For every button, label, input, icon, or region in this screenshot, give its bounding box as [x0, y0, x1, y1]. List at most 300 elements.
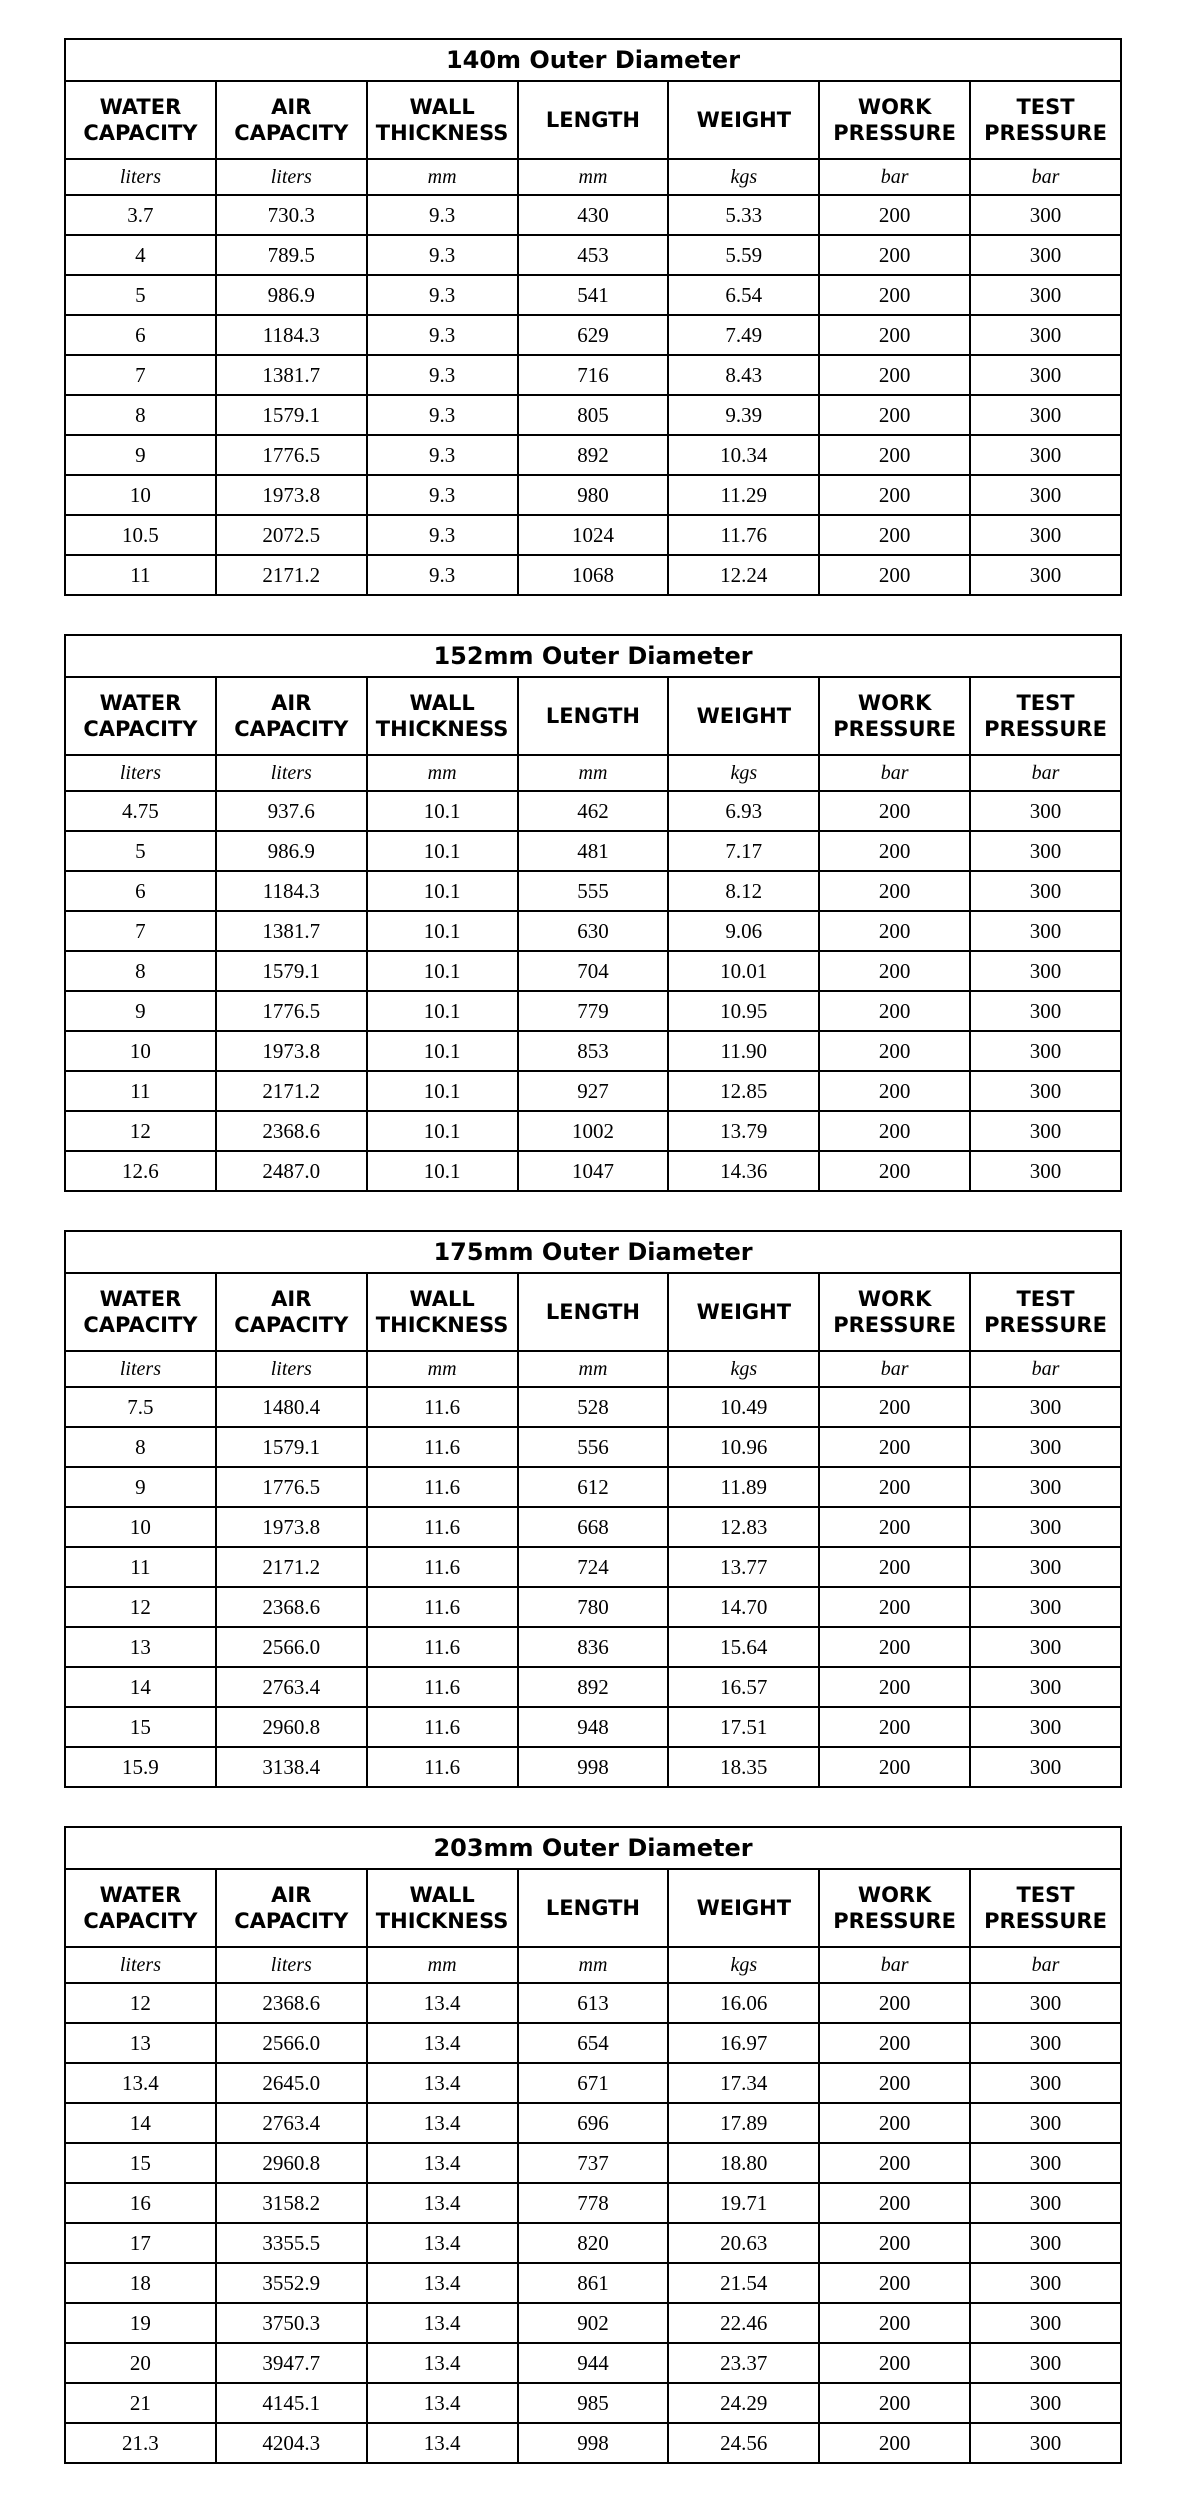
- column-header-line: LENGTH: [545, 1896, 640, 1920]
- column-header-wall-thickness: [367, 81, 518, 159]
- cell-test-pressure: 300: [970, 991, 1121, 1031]
- unit-cell: liters: [65, 1351, 216, 1387]
- cell-length: 892: [518, 435, 669, 475]
- cell-weight: 12.83: [668, 1507, 819, 1547]
- cell-air-capacity: 1184.3: [216, 871, 367, 911]
- cell-water-capacity: 12: [65, 1111, 216, 1151]
- cell-water-capacity: 21.3: [65, 2423, 216, 2463]
- table-row: [65, 1427, 1121, 1467]
- table-row: [65, 2423, 1121, 2463]
- column-header-line: WEIGHT: [696, 704, 792, 728]
- cell-wall-thickness: 10.1: [367, 871, 518, 911]
- cell-weight: 23.37: [668, 2343, 819, 2383]
- cell-water-capacity: 8: [65, 1427, 216, 1467]
- unit-row: [65, 755, 1121, 791]
- cell-weight: 19.71: [668, 2183, 819, 2223]
- cell-water-capacity: 10.5: [65, 515, 216, 555]
- column-header-line: PRESSURE: [984, 1313, 1107, 1337]
- column-header-air-capacity: [216, 81, 367, 159]
- cell-work-pressure: 200: [819, 1707, 970, 1747]
- cell-test-pressure: 300: [970, 395, 1121, 435]
- cell-weight: 16.06: [668, 1983, 819, 2023]
- cell-work-pressure: 200: [819, 2103, 970, 2143]
- table-row: [65, 2143, 1121, 2183]
- cell-air-capacity: 2763.4: [216, 2103, 367, 2143]
- column-header-line: THICKNESS: [375, 121, 509, 145]
- table-row: [65, 315, 1121, 355]
- cell-work-pressure: 200: [819, 1587, 970, 1627]
- cell-length: 778: [518, 2183, 669, 2223]
- column-header-wall-thickness: [367, 1273, 518, 1351]
- column-header-test-pressure: [970, 81, 1121, 159]
- cell-length: 853: [518, 1031, 669, 1071]
- cell-weight: 8.43: [668, 355, 819, 395]
- column-header-line: WALL: [409, 1287, 475, 1311]
- cell-weight: 17.34: [668, 2063, 819, 2103]
- cell-work-pressure: 200: [819, 1467, 970, 1507]
- column-header-line: WALL: [409, 1883, 475, 1907]
- column-header-line: AIR: [271, 1287, 312, 1311]
- column-header-line: WORK: [857, 95, 932, 119]
- cell-weight: 10.01: [668, 951, 819, 991]
- table-row: [65, 515, 1121, 555]
- cell-air-capacity: 937.6: [216, 791, 367, 831]
- cell-test-pressure: 300: [970, 275, 1121, 315]
- table-row: [65, 2263, 1121, 2303]
- cell-length: 612: [518, 1467, 669, 1507]
- column-header-test-pressure: [970, 1869, 1121, 1947]
- cell-air-capacity: 1184.3: [216, 315, 367, 355]
- column-header-length: [518, 81, 669, 159]
- cell-test-pressure: 300: [970, 1111, 1121, 1151]
- cell-length: 724: [518, 1547, 669, 1587]
- cell-test-pressure: 300: [970, 1627, 1121, 1667]
- cell-work-pressure: 200: [819, 1427, 970, 1467]
- table-title: 152mm Outer Diameter: [65, 635, 1121, 677]
- cell-air-capacity: 2171.2: [216, 1071, 367, 1111]
- cell-weight: 11.89: [668, 1467, 819, 1507]
- cell-water-capacity: 11: [65, 1547, 216, 1587]
- cell-test-pressure: 300: [970, 555, 1121, 595]
- cell-wall-thickness: 13.4: [367, 2303, 518, 2343]
- cell-weight: 10.34: [668, 435, 819, 475]
- column-header-line: THICKNESS: [375, 1313, 509, 1337]
- table-row: [65, 991, 1121, 1031]
- cell-wall-thickness: 10.1: [367, 831, 518, 871]
- cell-length: 462: [518, 791, 669, 831]
- column-header-line: WORK: [857, 691, 932, 715]
- cell-test-pressure: 300: [970, 195, 1121, 235]
- cell-length: 654: [518, 2023, 669, 2063]
- cell-weight: 17.51: [668, 1707, 819, 1747]
- cell-work-pressure: 200: [819, 951, 970, 991]
- cell-air-capacity: 2763.4: [216, 1667, 367, 1707]
- column-header-length: [518, 677, 669, 755]
- spec-table: [64, 634, 1122, 1192]
- cell-length: 1068: [518, 555, 669, 595]
- table-row: [65, 395, 1121, 435]
- column-header-line: CAPACITY: [234, 1313, 349, 1337]
- cell-weight: 13.79: [668, 1111, 819, 1151]
- cell-test-pressure: 300: [970, 435, 1121, 475]
- cell-test-pressure: 300: [970, 1747, 1121, 1787]
- cell-work-pressure: 200: [819, 1547, 970, 1587]
- cell-length: 528: [518, 1387, 669, 1427]
- cell-air-capacity: 2645.0: [216, 2063, 367, 2103]
- cell-air-capacity: 2368.6: [216, 1983, 367, 2023]
- cell-weight: 15.64: [668, 1627, 819, 1667]
- column-header-line: CAPACITY: [83, 717, 198, 741]
- cell-length: 556: [518, 1427, 669, 1467]
- cell-work-pressure: 200: [819, 1507, 970, 1547]
- cell-work-pressure: 200: [819, 1111, 970, 1151]
- table-title-row: [65, 635, 1121, 677]
- cell-weight: 24.29: [668, 2383, 819, 2423]
- cell-air-capacity: 2368.6: [216, 1111, 367, 1151]
- cell-wall-thickness: 13.4: [367, 2263, 518, 2303]
- cell-length: 902: [518, 2303, 669, 2343]
- table-row: [65, 1387, 1121, 1427]
- table-row: [65, 2183, 1121, 2223]
- cell-water-capacity: 12.6: [65, 1151, 216, 1191]
- cell-test-pressure: 300: [970, 2023, 1121, 2063]
- cell-weight: 21.54: [668, 2263, 819, 2303]
- unit-cell: mm: [518, 1947, 669, 1983]
- cell-air-capacity: 1973.8: [216, 1507, 367, 1547]
- table-title-row: [65, 1231, 1121, 1273]
- cell-work-pressure: 200: [819, 235, 970, 275]
- column-header-length: [518, 1869, 669, 1947]
- column-header-weight: [668, 1273, 819, 1351]
- cell-work-pressure: 200: [819, 435, 970, 475]
- spec-table: [64, 1826, 1122, 2464]
- cell-wall-thickness: 10.1: [367, 791, 518, 831]
- unit-cell: mm: [367, 1351, 518, 1387]
- cell-water-capacity: 5: [65, 831, 216, 871]
- cell-test-pressure: 300: [970, 2343, 1121, 2383]
- cell-wall-thickness: 10.1: [367, 1111, 518, 1151]
- column-header-length: [518, 1273, 669, 1351]
- cell-work-pressure: 200: [819, 1747, 970, 1787]
- cell-length: 671: [518, 2063, 669, 2103]
- cell-water-capacity: 7.5: [65, 1387, 216, 1427]
- column-header-line: LENGTH: [545, 108, 640, 132]
- cell-test-pressure: 300: [970, 2383, 1121, 2423]
- cell-test-pressure: 300: [970, 831, 1121, 871]
- unit-cell: bar: [970, 159, 1121, 195]
- cell-water-capacity: 10: [65, 1507, 216, 1547]
- cell-air-capacity: 2171.2: [216, 1547, 367, 1587]
- cell-length: 704: [518, 951, 669, 991]
- column-header-line: TEST: [1016, 95, 1075, 119]
- cell-wall-thickness: 11.6: [367, 1707, 518, 1747]
- unit-cell: kgs: [668, 1351, 819, 1387]
- cell-work-pressure: 200: [819, 991, 970, 1031]
- cell-length: 1024: [518, 515, 669, 555]
- cell-wall-thickness: 13.4: [367, 1983, 518, 2023]
- table-row: [65, 355, 1121, 395]
- table-row: [65, 1507, 1121, 1547]
- table-row: [65, 2103, 1121, 2143]
- cell-length: 541: [518, 275, 669, 315]
- column-header-line: LENGTH: [545, 704, 640, 728]
- unit-cell: mm: [367, 1947, 518, 1983]
- cell-length: 836: [518, 1627, 669, 1667]
- cell-work-pressure: 200: [819, 1151, 970, 1191]
- cell-weight: 18.80: [668, 2143, 819, 2183]
- column-header-row: [65, 1869, 1121, 1947]
- column-header-line: WATER: [99, 1287, 182, 1311]
- cell-test-pressure: 300: [970, 475, 1121, 515]
- column-header-weight: [668, 1869, 819, 1947]
- table-row: [65, 1151, 1121, 1191]
- column-header-line: PRESSURE: [833, 717, 957, 741]
- cell-weight: 16.57: [668, 1667, 819, 1707]
- cell-test-pressure: 300: [970, 1507, 1121, 1547]
- column-header-line: WORK: [857, 1883, 932, 1907]
- cell-weight: 7.17: [668, 831, 819, 871]
- cell-wall-thickness: 11.6: [367, 1547, 518, 1587]
- cell-water-capacity: 6: [65, 871, 216, 911]
- cell-water-capacity: 19: [65, 2303, 216, 2343]
- cell-test-pressure: 300: [970, 871, 1121, 911]
- unit-cell: liters: [65, 755, 216, 791]
- cell-air-capacity: 2566.0: [216, 2023, 367, 2063]
- table-row: [65, 1467, 1121, 1507]
- cell-length: 716: [518, 355, 669, 395]
- unit-cell: mm: [367, 159, 518, 195]
- column-header-work-pressure: [819, 1273, 970, 1351]
- cell-wall-thickness: 10.1: [367, 1071, 518, 1111]
- cell-water-capacity: 11: [65, 1071, 216, 1111]
- cell-weight: 22.46: [668, 2303, 819, 2343]
- column-header-line: WEIGHT: [696, 108, 792, 132]
- cell-water-capacity: 13.4: [65, 2063, 216, 2103]
- table-row: [65, 1111, 1121, 1151]
- cell-weight: 10.49: [668, 1387, 819, 1427]
- cell-air-capacity: 2487.0: [216, 1151, 367, 1191]
- cell-test-pressure: 300: [970, 2143, 1121, 2183]
- unit-row: [65, 1351, 1121, 1387]
- cell-wall-thickness: 9.3: [367, 195, 518, 235]
- cell-water-capacity: 13: [65, 2023, 216, 2063]
- column-header-line: PRESSURE: [833, 121, 957, 145]
- cell-air-capacity: 2171.2: [216, 555, 367, 595]
- cell-test-pressure: 300: [970, 1983, 1121, 2023]
- cell-wall-thickness: 10.1: [367, 911, 518, 951]
- cell-length: 1002: [518, 1111, 669, 1151]
- cell-work-pressure: 200: [819, 1983, 970, 2023]
- cell-work-pressure: 200: [819, 2303, 970, 2343]
- cell-work-pressure: 200: [819, 871, 970, 911]
- column-header-line: PRESSURE: [984, 717, 1107, 741]
- cell-weight: 16.97: [668, 2023, 819, 2063]
- cell-work-pressure: 200: [819, 275, 970, 315]
- table-row: [65, 2023, 1121, 2063]
- table-row: [65, 1587, 1121, 1627]
- table-row: [65, 1707, 1121, 1747]
- cell-work-pressure: 200: [819, 555, 970, 595]
- column-header-test-pressure: [970, 1273, 1121, 1351]
- table-row: [65, 195, 1121, 235]
- cell-wall-thickness: 11.6: [367, 1507, 518, 1547]
- cell-weight: 18.35: [668, 1747, 819, 1787]
- cell-weight: 12.85: [668, 1071, 819, 1111]
- column-header-line: WEIGHT: [696, 1300, 792, 1324]
- column-header-line: AIR: [271, 691, 312, 715]
- cell-weight: 20.63: [668, 2223, 819, 2263]
- unit-cell: liters: [216, 159, 367, 195]
- cell-air-capacity: 1480.4: [216, 1387, 367, 1427]
- column-header-water-capacity: [65, 81, 216, 159]
- cell-wall-thickness: 11.6: [367, 1387, 518, 1427]
- cell-wall-thickness: 9.3: [367, 275, 518, 315]
- cell-length: 980: [518, 475, 669, 515]
- cell-water-capacity: 12: [65, 1587, 216, 1627]
- cell-water-capacity: 15: [65, 1707, 216, 1747]
- cell-weight: 11.76: [668, 515, 819, 555]
- cell-length: 629: [518, 315, 669, 355]
- column-header-wall-thickness: [367, 677, 518, 755]
- cell-length: 892: [518, 1667, 669, 1707]
- column-header-line: AIR: [271, 1883, 312, 1907]
- cell-wall-thickness: 9.3: [367, 315, 518, 355]
- unit-cell: bar: [819, 159, 970, 195]
- cell-work-pressure: 200: [819, 195, 970, 235]
- cell-weight: 13.77: [668, 1547, 819, 1587]
- cell-length: 613: [518, 1983, 669, 2023]
- table-row: [65, 1031, 1121, 1071]
- cell-weight: 9.39: [668, 395, 819, 435]
- cell-weight: 17.89: [668, 2103, 819, 2143]
- table-row: [65, 1747, 1121, 1787]
- cell-wall-thickness: 9.3: [367, 395, 518, 435]
- unit-cell: bar: [819, 1351, 970, 1387]
- cell-work-pressure: 200: [819, 515, 970, 555]
- cell-air-capacity: 3750.3: [216, 2303, 367, 2343]
- cell-work-pressure: 200: [819, 2423, 970, 2463]
- cell-water-capacity: 9: [65, 435, 216, 475]
- cell-work-pressure: 200: [819, 1387, 970, 1427]
- cell-test-pressure: 300: [970, 1031, 1121, 1071]
- cell-work-pressure: 200: [819, 2183, 970, 2223]
- column-header-work-pressure: [819, 1869, 970, 1947]
- cell-water-capacity: 7: [65, 355, 216, 395]
- cell-test-pressure: 300: [970, 1467, 1121, 1507]
- cell-air-capacity: 2960.8: [216, 1707, 367, 1747]
- cell-weight: 7.49: [668, 315, 819, 355]
- cell-air-capacity: 2368.6: [216, 1587, 367, 1627]
- column-header-line: WEIGHT: [696, 1896, 792, 1920]
- cell-air-capacity: 4204.3: [216, 2423, 367, 2463]
- column-header-row: [65, 1273, 1121, 1351]
- column-header-line: TEST: [1016, 1883, 1075, 1907]
- spec-tables: [64, 38, 1122, 2502]
- column-header-line: CAPACITY: [83, 1909, 198, 1933]
- unit-cell: mm: [518, 755, 669, 791]
- cell-water-capacity: 13: [65, 1627, 216, 1667]
- cell-length: 481: [518, 831, 669, 871]
- table-row: [65, 2383, 1121, 2423]
- spec-table: [64, 1230, 1122, 1788]
- cell-air-capacity: 1776.5: [216, 1467, 367, 1507]
- table-row: [65, 2343, 1121, 2383]
- cell-test-pressure: 300: [970, 911, 1121, 951]
- column-header-water-capacity: [65, 677, 216, 755]
- cell-length: 998: [518, 2423, 669, 2463]
- cell-work-pressure: 200: [819, 791, 970, 831]
- column-header-row: [65, 81, 1121, 159]
- cell-length: 630: [518, 911, 669, 951]
- table-row: [65, 831, 1121, 871]
- cell-air-capacity: 1579.1: [216, 1427, 367, 1467]
- cell-work-pressure: 200: [819, 2383, 970, 2423]
- cell-air-capacity: 986.9: [216, 275, 367, 315]
- column-header-line: TEST: [1016, 1287, 1075, 1311]
- cell-water-capacity: 9: [65, 1467, 216, 1507]
- cell-water-capacity: 4.75: [65, 791, 216, 831]
- unit-cell: liters: [65, 1947, 216, 1983]
- unit-cell: bar: [970, 1351, 1121, 1387]
- unit-cell: mm: [518, 1351, 669, 1387]
- cell-weight: 8.12: [668, 871, 819, 911]
- cell-test-pressure: 300: [970, 235, 1121, 275]
- cell-wall-thickness: 11.6: [367, 1667, 518, 1707]
- cell-weight: 10.96: [668, 1427, 819, 1467]
- column-header-line: AIR: [271, 95, 312, 119]
- cell-test-pressure: 300: [970, 1427, 1121, 1467]
- column-header-weight: [668, 81, 819, 159]
- cell-air-capacity: 2072.5: [216, 515, 367, 555]
- cell-work-pressure: 200: [819, 1031, 970, 1071]
- cell-air-capacity: 1973.8: [216, 475, 367, 515]
- column-header-work-pressure: [819, 677, 970, 755]
- cell-test-pressure: 300: [970, 315, 1121, 355]
- cell-water-capacity: 14: [65, 1667, 216, 1707]
- column-header-line: THICKNESS: [375, 1909, 509, 1933]
- cell-length: 696: [518, 2103, 669, 2143]
- column-header-line: WALL: [409, 95, 475, 119]
- cell-wall-thickness: 9.3: [367, 515, 518, 555]
- cell-air-capacity: 3947.7: [216, 2343, 367, 2383]
- cell-length: 805: [518, 395, 669, 435]
- table-row: [65, 1983, 1121, 2023]
- cell-wall-thickness: 10.1: [367, 1151, 518, 1191]
- column-header-test-pressure: [970, 677, 1121, 755]
- cell-weight: 6.93: [668, 791, 819, 831]
- cell-test-pressure: 300: [970, 2423, 1121, 2463]
- cell-work-pressure: 200: [819, 1071, 970, 1111]
- cell-length: 948: [518, 1707, 669, 1747]
- cell-air-capacity: 4145.1: [216, 2383, 367, 2423]
- table-row: [65, 2063, 1121, 2103]
- table-row: [65, 2303, 1121, 2343]
- column-header-water-capacity: [65, 1869, 216, 1947]
- table-row: [65, 911, 1121, 951]
- cell-test-pressure: 300: [970, 2103, 1121, 2143]
- cell-air-capacity: 3138.4: [216, 1747, 367, 1787]
- column-header-row: [65, 677, 1121, 755]
- column-header-line: WATER: [99, 1883, 182, 1907]
- cell-length: 453: [518, 235, 669, 275]
- column-header-line: CAPACITY: [234, 121, 349, 145]
- column-header-line: CAPACITY: [83, 1313, 198, 1337]
- unit-cell: bar: [970, 755, 1121, 791]
- cell-length: 779: [518, 991, 669, 1031]
- cell-length: 555: [518, 871, 669, 911]
- cell-test-pressure: 300: [970, 1587, 1121, 1627]
- table-row: [65, 1547, 1121, 1587]
